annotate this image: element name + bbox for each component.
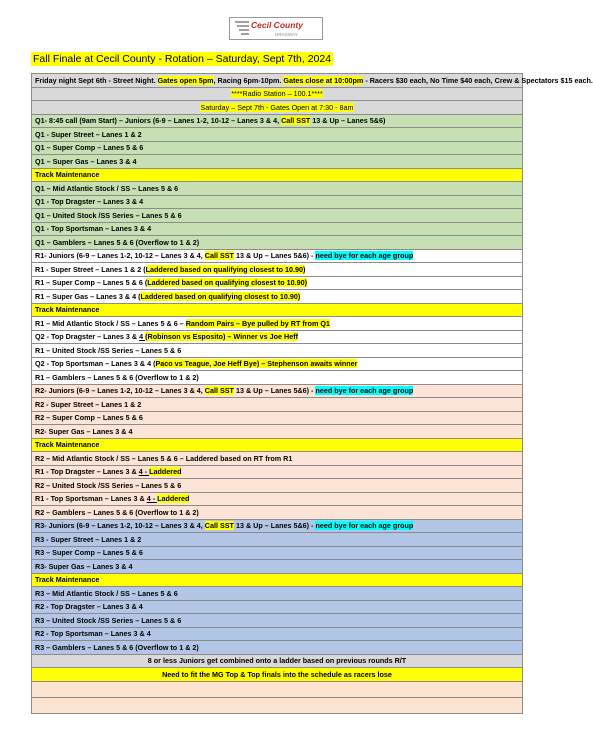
schedule-row — [32, 627, 523, 641]
matchup-highlight: (Robinson vs Esposito) – Winner vs Joe Heff — [145, 332, 299, 341]
call-sst-highlight: Call SST — [204, 251, 234, 260]
row-text: R1 - Top Sportsman – Lanes 3 & — [35, 494, 147, 503]
laddered-highlight: Laddered — [157, 494, 190, 503]
row-text: R1 - Top Dragster – Lanes 3 & — [35, 467, 139, 476]
empty-cell — [32, 697, 523, 713]
ladder-note-highlight: Laddered based on qualifying closest to 10.90) — [140, 291, 301, 301]
row-text: R1 – Super Gas – Lanes 3 & 4 ( — [35, 291, 141, 301]
schedule-cell: Q1 – Super Gas – Lanes 3 & 4 — [32, 155, 523, 169]
page-title-text: Fall Finale at Cecil County - Rotation – Saturday, Sept 7th, 2024 — [33, 53, 332, 65]
schedule-cell — [32, 519, 523, 533]
schedule-row — [32, 533, 523, 547]
schedule-cell: Q1 - Super Street – Lanes 1 & 2 — [32, 128, 523, 142]
empty-row — [32, 681, 523, 697]
note-row — [32, 668, 523, 682]
schedule-cell — [32, 317, 523, 331]
bye-note-highlight: need bye for each age group — [315, 386, 414, 395]
schedule-row — [32, 317, 523, 331]
schedule-cell: R1 – Gamblers – Lanes 5 & 6 (Overflow to 1 & 2) — [32, 371, 523, 385]
schedule-cell: R2 - Top Dragster – Lanes 3 & 4 — [32, 600, 523, 614]
row-text: Q1- 8:45 call (9am Start) – Juniors (6-9 – Lanes 1-2, 10-12 – Lanes 3 & 4, — [35, 116, 282, 125]
page-title — [31, 52, 333, 66]
rotation-schedule-table — [31, 73, 593, 714]
schedule-row — [32, 263, 523, 277]
schedule-cell: Q1 – Gamblers – Lanes 5 & 6 (Overflow to 1 & 2) — [32, 236, 523, 250]
schedule-row — [32, 452, 523, 466]
radio-text: ****Radio Station – 100.1**** — [231, 89, 323, 98]
schedule-cell — [32, 330, 523, 344]
track-maintenance-cell: Track Maintenance — [32, 168, 523, 182]
saturday-text: Saturday – Sept 7th - Gates Open at 7:30 - 8am — [200, 102, 354, 112]
schedule-row — [32, 276, 523, 290]
schedule-cell — [32, 276, 523, 290]
radio-cell — [32, 87, 523, 101]
empty-cell — [32, 681, 523, 697]
schedule-cell — [32, 465, 523, 479]
finals-note-cell: Need to fit the MG Top & Top finals into the schedule as racers lose — [32, 668, 523, 682]
schedule-row — [32, 465, 523, 479]
schedule-cell — [32, 492, 523, 506]
schedule-row — [32, 236, 523, 250]
row-text: R1 - Super Street – Lanes 1 & 2 ( — [35, 264, 146, 274]
schedule-row — [32, 479, 523, 493]
schedule-row — [32, 330, 523, 344]
schedule-row — [32, 371, 523, 385]
schedule-row — [32, 128, 523, 142]
saturday-row — [32, 101, 523, 115]
underlined-text: 4 - — [138, 467, 150, 476]
track-maintenance-cell: Track Maintenance — [32, 303, 523, 317]
schedule-cell — [32, 249, 523, 263]
call-sst-highlight: Call SST — [204, 386, 234, 395]
schedule-row — [32, 344, 523, 358]
track-maintenance-cell: Track Maintenance — [32, 573, 523, 587]
empty-row — [32, 697, 523, 713]
track-maintenance-row — [32, 573, 523, 587]
schedule-cell: Q1 – United Stock /SS Series – Lanes 5 & 6 — [32, 209, 523, 223]
juniors-note-cell: 8 or less Juniors get combined onto a ladder based on previous rounds R/T — [32, 654, 523, 668]
schedule-row — [32, 182, 523, 196]
call-sst-highlight: Call SST — [281, 116, 311, 125]
schedule-row — [32, 195, 523, 209]
schedule-cell: R3 – Super Comp – Lanes 5 & 6 — [32, 546, 523, 560]
row-text: R1 – Mid Atlantic Stock / SS – Lanes 5 & 6 – — [35, 318, 186, 328]
track-maintenance-cell: Track Maintenance — [32, 438, 523, 452]
radio-row — [32, 87, 523, 101]
schedule-cell: R2 - Top Sportsman – Lanes 3 & 4 — [32, 627, 523, 641]
friday-text: Friday night Sept 6th - Street Night. — [35, 75, 158, 85]
schedule-row — [32, 425, 523, 439]
row-text: R2- Juniors (6-9 – Lanes 1-2, 10-12 – Lanes 3 & 4, — [35, 386, 205, 395]
schedule-cell: Q1 - Top Sportsman – Lanes 3 & 4 — [32, 222, 523, 236]
schedule-cell: R2 – United Stock /SS Series – Lanes 5 & 6 — [32, 479, 523, 493]
row-text: R1- Juniors (6-9 – Lanes 1-2, 10-12 – Lanes 3 & 4, — [35, 251, 205, 260]
cecil-county-logo — [229, 17, 323, 40]
racing-time-text: , Racing 6pm-10pm. — [213, 75, 284, 85]
schedule-cell: R3 - Super Street – Lanes 1 & 2 — [32, 533, 523, 547]
track-maintenance-row — [32, 303, 523, 317]
schedule-cell: R3 – United Stock /SS Series – Lanes 5 & 6 — [32, 614, 523, 628]
schedule-row — [32, 222, 523, 236]
matchup-highlight: Paco vs Teague, Joe Heff Bye) – Stephenson awaits winner — [155, 359, 358, 368]
friday-info-cell — [32, 74, 593, 88]
schedule-cell — [32, 114, 523, 128]
schedule-cell: R2 - Super Street – Lanes 1 & 2 — [32, 398, 523, 412]
logo-text: Cecil County — [251, 20, 303, 30]
underlined-text: 4 — [139, 332, 146, 341]
schedule-row — [32, 506, 523, 520]
schedule-row — [32, 141, 523, 155]
schedule-cell: R2 – Mid Atlantic Stock / SS – Lanes 5 & 6 – Laddered based on RT from R1 — [32, 452, 523, 466]
row-text: 13 & Up – Lanes 5&6) - — [233, 386, 316, 395]
schedule-cell: R2 – Super Comp – Lanes 5 & 6 — [32, 411, 523, 425]
schedule-cell: Q1 - Top Dragster – Lanes 3 & 4 — [32, 195, 523, 209]
schedule-row — [32, 290, 523, 304]
schedule-row — [32, 492, 523, 506]
schedule-row — [32, 546, 523, 560]
schedule-row — [32, 384, 523, 398]
schedule-cell — [32, 357, 523, 371]
row-text: R1 – Super Comp – Lanes 5 & 6 ( — [35, 278, 148, 287]
gates-open-text: Gates open 5pm — [157, 75, 214, 85]
note-row — [32, 654, 523, 668]
schedule-cell — [32, 263, 523, 277]
schedule-row — [32, 114, 523, 128]
schedule-row — [32, 560, 523, 574]
track-maintenance-row — [32, 438, 523, 452]
schedule-row — [32, 411, 523, 425]
ladder-note-highlight: Laddered based on qualifying closest to 10.90) — [145, 264, 306, 274]
row-text: 13 & Up – Lanes 5&6) - — [233, 521, 316, 530]
call-sst-highlight: Call SST — [204, 521, 234, 530]
row-text: 13 & Up – Lanes 5&6) - — [233, 251, 316, 260]
schedule-row — [32, 641, 523, 655]
saturday-cell — [32, 101, 523, 115]
schedule-row — [32, 600, 523, 614]
underlined-text: 4 - — [146, 494, 158, 503]
random-pairs-highlight: Random Pairs – Bye pulled by RT from Q1 — [185, 318, 330, 328]
gates-close-text: Gates close at 10:00pm — [283, 75, 364, 85]
bye-note-highlight: need bye for each age group — [315, 521, 414, 530]
logo-subtext: DRAGWAY — [275, 32, 298, 37]
schedule-row — [32, 398, 523, 412]
schedule-cell: R3 – Gamblers – Lanes 5 & 6 (Overflow to 1 & 2) — [32, 641, 523, 655]
schedule-row — [32, 587, 523, 601]
schedule-cell: R2- Super Gas – Lanes 3 & 4 — [32, 425, 523, 439]
prices-text: - Racers $30 each, No Time $40 each, Crew & Spectators $15 each. — [363, 75, 593, 85]
schedule-row — [32, 614, 523, 628]
schedule-cell — [32, 384, 523, 398]
schedule-cell: R3 – Mid Atlantic Stock / SS – Lanes 5 & 6 — [32, 587, 523, 601]
schedule-row — [32, 519, 523, 533]
ladder-note-highlight: Laddered based on qualifying closest to 10.90) — [147, 278, 308, 287]
track-maintenance-row — [32, 168, 523, 182]
schedule-row — [32, 209, 523, 223]
bye-note-highlight: need bye for each age group — [315, 251, 414, 260]
schedule-row — [32, 357, 523, 371]
info-row — [32, 74, 523, 88]
schedule-row — [32, 155, 523, 169]
row-text: Q2 - Top Sportsman – Lanes 3 & 4 ( — [35, 359, 156, 368]
row-text: R3- Juniors (6-9 – Lanes 1-2, 10-12 – Lanes 3 & 4, — [35, 521, 205, 530]
laddered-highlight: Laddered — [149, 467, 182, 476]
schedule-cell: R1 – United Stock /SS Series – Lanes 5 & 6 — [32, 344, 523, 358]
row-text: 13 & Up – Lanes 5&6) — [310, 116, 386, 125]
schedule-row — [32, 249, 523, 263]
schedule-cell: R2 – Gamblers – Lanes 5 & 6 (Overflow to 1 & 2) — [32, 506, 523, 520]
row-text: Q2 - Top Dragster – Lanes 3 & — [35, 332, 140, 341]
schedule-cell — [32, 290, 523, 304]
schedule-cell: Q1 – Super Comp – Lanes 5 & 6 — [32, 141, 523, 155]
logo-graphic — [229, 17, 323, 40]
schedule-cell: R3- Super Gas – Lanes 3 & 4 — [32, 560, 523, 574]
schedule-cell: Q1 – Mid Atlantic Stock / SS – Lanes 5 & 6 — [32, 182, 523, 196]
